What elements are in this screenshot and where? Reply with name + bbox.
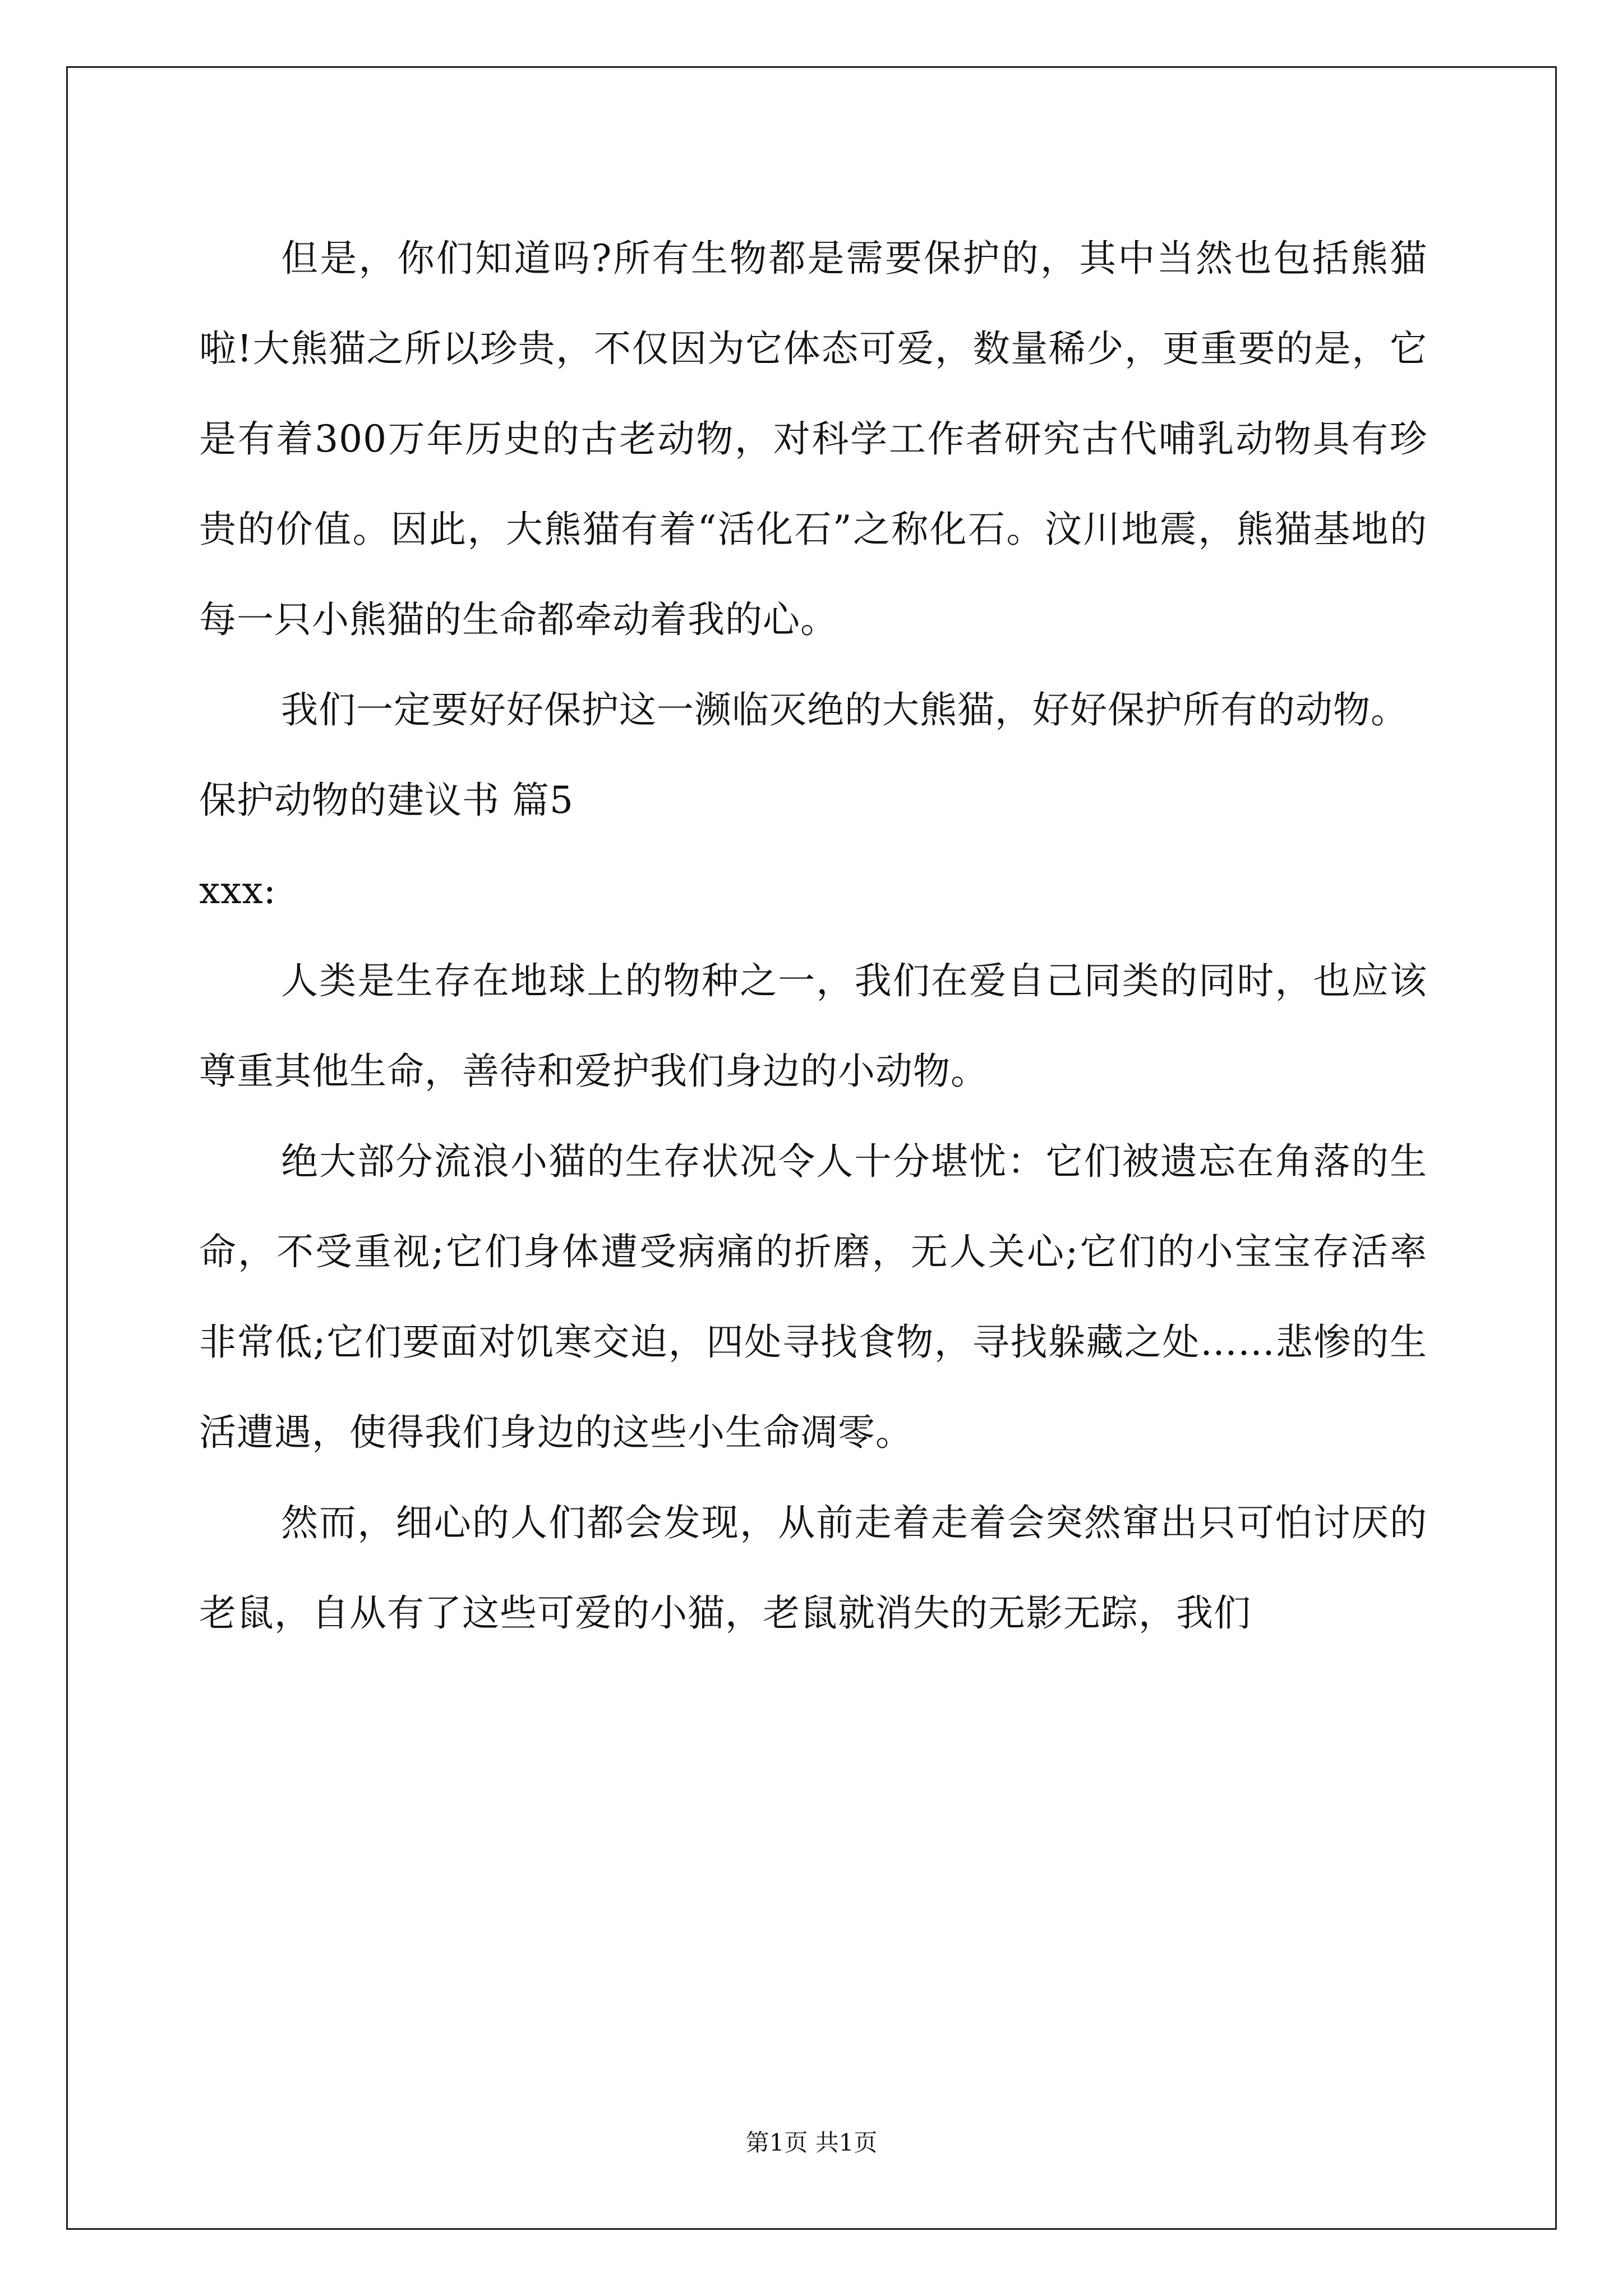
page-number-footer: 第1页 共1页: [745, 2129, 878, 2156]
document-body: [199, 213, 1427, 1658]
paragraph-respect-life: 人类是生存在地球上的物种之一，我们在爱自己同类的同时，也应该尊重其他生命，善待和爱护我们身边的小动物。: [199, 959, 1427, 1093]
section-heading: 保护动物的建议书 篇5: [199, 779, 574, 822]
paragraph-panda-value: 但是，你们知道吗?所有生物都是需要保护的，其中当然也包括熊猫啦!大熊猫之所以珍贵，不仅因为它体态可爱，数量稀少，更重要的是，它是有着300万年历史的古老动物，对科学工作者研究古代哺乳动物具有珍贵的价值。因此，大熊猫有着“活化石”之称化石。汶川地震，熊猫基地的每一只小熊猫的生命都牵动着我的心。: [199, 237, 1427, 641]
paragraph-protect-panda: 我们一定要好好保护这一濒临灭绝的大熊猫，好好保护所有的动物。: [281, 688, 1408, 731]
salutation: xxx:: [199, 869, 276, 912]
paragraph-cats-and-mice: 然而，细心的人们都会发现，从前走着走着会突然窜出只可怕讨厌的老鼠，自从有了这些可爱的小猫，老鼠就消失的无影无踪，我们: [199, 1501, 1427, 1635]
paragraph-stray-cats: 绝大部分流浪小猫的生存状况令人十分堪忧：它们被遗忘在角落的生命，不受重视;它们身体遭受病痛的折磨，无人关心;它们的小宝宝存活率非常低;它们要面对饥寒交迫，四处寻找食物，寻找躲藏之处……悲惨的生活遭遇，使得我们身边的这些小生命凋零。: [199, 1140, 1427, 1454]
